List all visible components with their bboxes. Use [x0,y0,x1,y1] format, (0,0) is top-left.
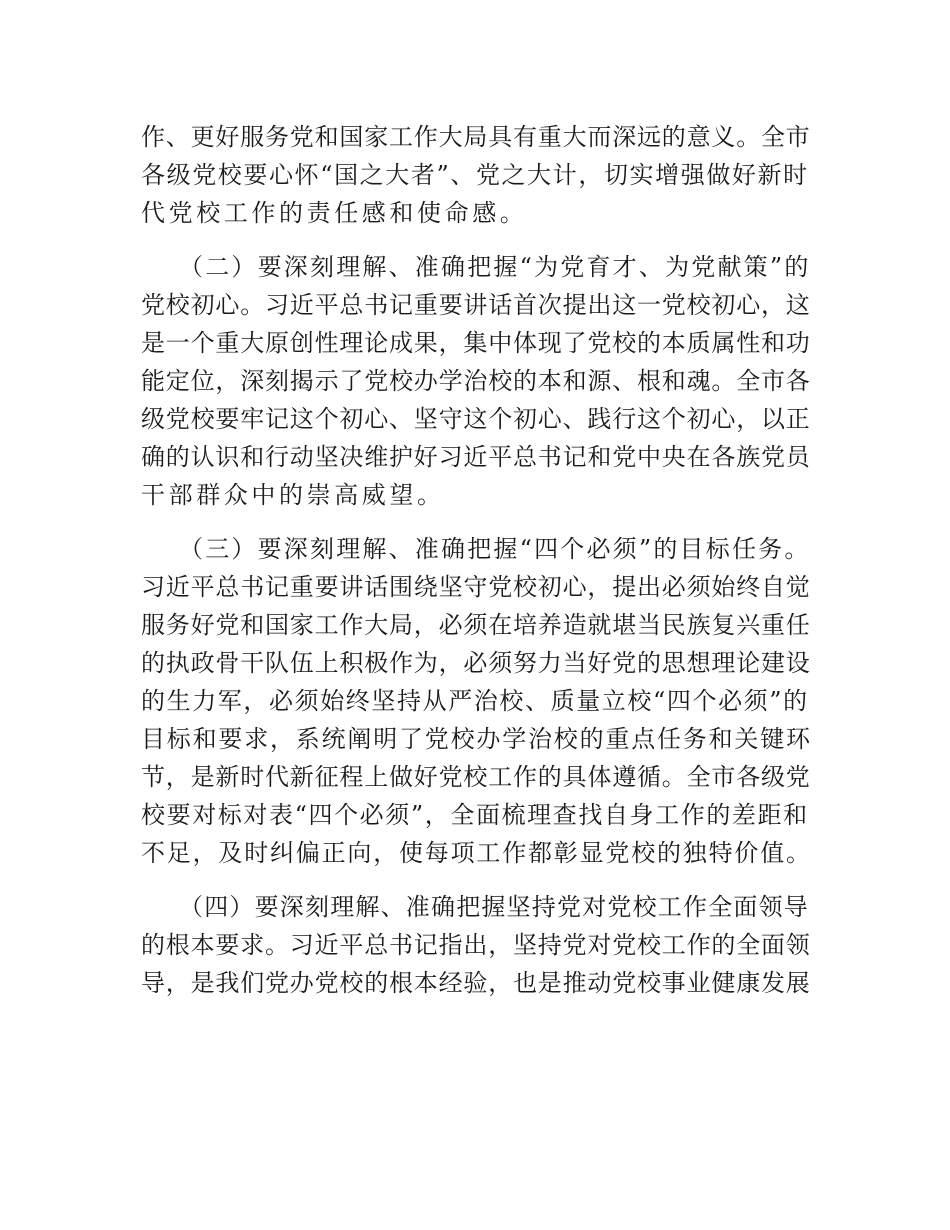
text-line: 的生力军，必须始终坚持从严治校、质量立校“四个必须”的 [141,687,809,715]
text-line: 代党校工作的责任感和使命感。 [141,199,528,227]
text-line: 各级党校要心怀“国之大者”、党之大计，切实增强做好新时 [141,161,809,189]
paragraph-section-three [141,530,813,872]
paragraph-section-four [141,888,813,1002]
paragraph-continuation [141,118,813,232]
text-line: 党校初心。习近平总书记重要讲话首次提出这一党校初心，这 [141,291,811,319]
text-line: 服务好党和国家工作大局，必须在培养造就堪当民族复兴重任 [141,611,811,639]
text-line: （二）要深刻理解、准确把握“为党育才、为党献策”的 [179,253,811,281]
text-line: 的执政骨干队伍上积极作为，必须努力当好党的思想理论建设 [141,649,811,677]
text-line: 目标和要求，系统阐明了党校办学治校的重点任务和关键环 [141,725,812,753]
text-line: 导，是我们党办党校的根本经验，也是推动党校事业健康发展 [141,969,811,997]
document-body [141,118,813,1002]
paragraph-section-two [141,248,813,514]
text-line: 作、更好服务党和国家工作大局具有重大而深远的意义。全市 [141,123,811,151]
text-line: 习近平总书记重要讲话围绕坚守党校初心，提出必须始终自觉 [141,573,811,601]
text-line: 校要对标对表“四个必须”，全面梳理查找自身工作的差距和 [141,801,809,829]
text-line: （三）要深刻理解、准确把握“四个必须”的目标任务。 [179,535,811,563]
text-line: 干部群众中的崇高威望。 [141,481,445,509]
text-line: 级党校要牢记这个初心、坚守这个初心、践行这个初心，以正 [141,405,811,433]
text-line: 是一个重大原创性理论成果，集中体现了党校的本质属性和功 [141,329,811,357]
text-line: 节，是新时代新征程上做好党校工作的具体遵循。全市各级党 [141,763,811,791]
text-line: 的根本要求。习近平总书记指出，坚持党对党校工作的全面领 [141,931,811,959]
text-line: 能定位，深刻揭示了党校办学治校的本和源、根和魂。全市各 [141,367,811,395]
text-line: （四）要深刻理解、准确把握坚持党对党校工作全面领导 [179,893,809,921]
text-line: 确的认识和行动坚决维护好习近平总书记和党中央在各族党员 [141,443,811,471]
text-line: 不足，及时纠偏正向，使每项工作都彰显党校的独特价值。 [141,839,812,867]
